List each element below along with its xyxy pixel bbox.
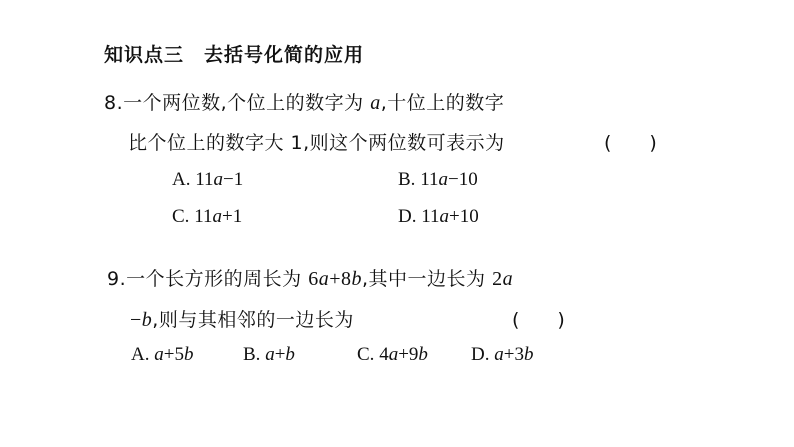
question-9-text-b: ,其中一边长为 — [361, 268, 493, 290]
question-8-option-a: A. 11a−1 — [172, 169, 244, 190]
question-9-option-b: B. a+b — [243, 344, 295, 365]
question-9-line-2 — [130, 305, 354, 332]
question-9-line-1 — [107, 264, 513, 291]
question-8-option-b: B. 11a−10 — [398, 169, 478, 190]
question-9-text-c: ,则与其相邻的一边长为 — [152, 309, 354, 331]
question-9-perimeter: 6a+8b — [308, 268, 362, 290]
question-8-text-b: ,十位上的数字 — [380, 92, 505, 114]
question-8-line-1 — [104, 88, 504, 115]
question-8-option-c: C. 11a+1 — [172, 206, 243, 227]
question-8-line-2: 比个位上的数字大 1,则这个两位数可表示为 — [128, 132, 505, 154]
question-8-text-a: 一个两位数,个位上的数字为 — [123, 92, 371, 114]
question-9-side: 2a — [492, 268, 514, 290]
question-8-answer-paren: ( ) — [604, 132, 657, 154]
question-9-text-a: 一个长方形的周长为 — [126, 268, 309, 290]
section-title: 知识点三 去括号化简的应用 — [104, 44, 365, 66]
question-8-option-d: D. 11a+10 — [398, 206, 479, 227]
question-8-variable: a — [370, 92, 381, 114]
question-9-number: 9. — [107, 268, 127, 290]
question-9-option-c: C. 4a+9b — [357, 344, 428, 365]
question-9-answer-paren: ( ) — [512, 309, 565, 331]
question-9-option-a: A. a+5b — [131, 344, 194, 365]
question-8-number: 8. — [104, 92, 124, 114]
question-9-side-cont: −b — [130, 309, 153, 331]
question-9-option-d: D. a+3b — [471, 344, 534, 365]
